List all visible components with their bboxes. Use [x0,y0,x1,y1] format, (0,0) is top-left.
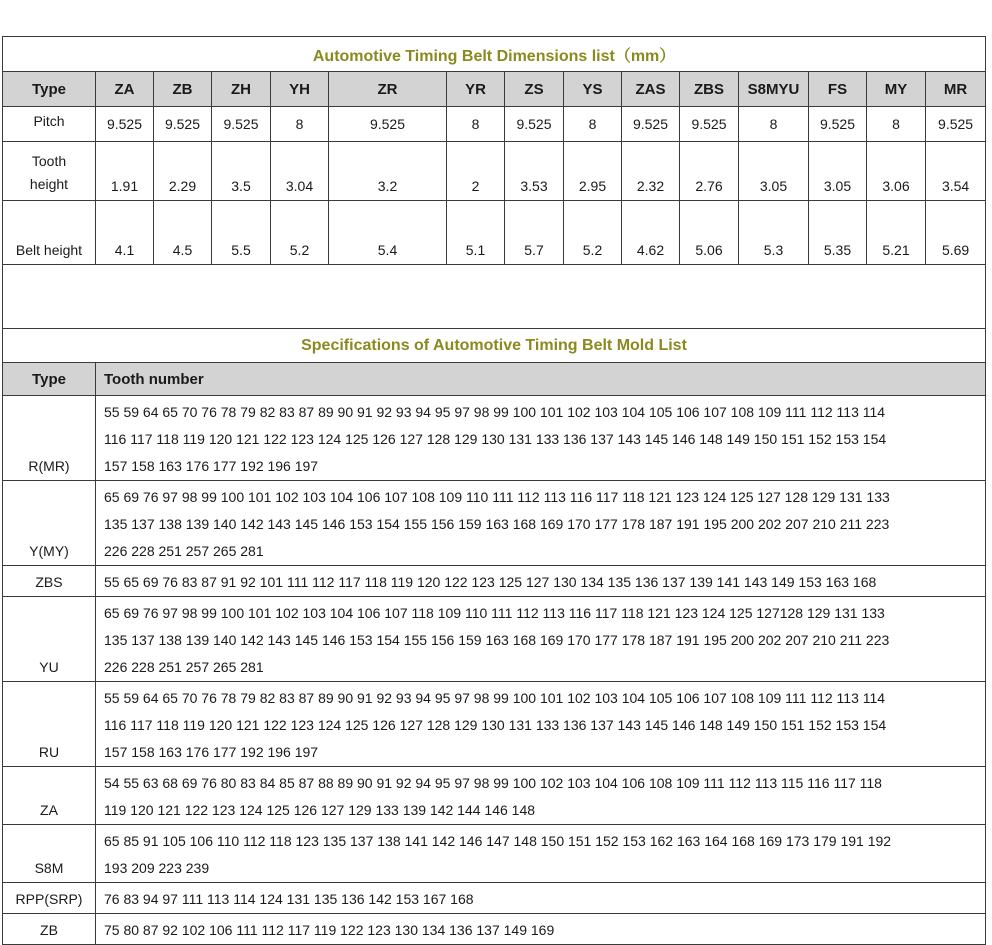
pitch-row [3,107,986,142]
pitch-cell: 8 [447,107,505,142]
mold-row [3,914,986,945]
tooth-height-cell: 2.29 [154,142,212,201]
belt-spec-sheet [2,36,985,945]
tooth-height-cell: 2.32 [622,142,680,201]
belt-height-cell: 4.1 [96,201,154,265]
tooth-number-line: 65 85 91 105 106 110 112 118 123 135 137 138 141 142 146 147 148 150 151 152 153 162 163 164 168 169 173 179 191 192 [104,833,892,849]
type-col-header: ZA [96,72,154,107]
pitch-cell: 9.525 [680,107,739,142]
belt-height-cell: 5.5 [212,201,271,265]
tooth-numbers-cell [96,597,986,682]
mold-type-cell: ZB [3,914,96,945]
tooth-number-line: 157 158 163 176 177 192 196 197 [104,458,319,474]
belt-height-cell: 5.3 [739,201,809,265]
tooth-numbers-cell [96,767,986,825]
tooth-number-line: 116 117 118 119 120 121 122 123 124 125 126 127 128 129 130 131 133 136 137 143 145 146 148 149 150 151 152 153 154 [104,717,887,733]
type-col-header: YR [447,72,505,107]
type-col-header: S8MYU [739,72,809,107]
tooth-height-cell: 1.91 [96,142,154,201]
belt-height-row [3,201,986,265]
tooth-height-cell: 2 [447,142,505,201]
tooth-height-cell: 3.06 [867,142,926,201]
tooth-height-cell: 3.2 [329,142,447,201]
pitch-cell: 8 [271,107,329,142]
row-label-line: height [29,176,69,192]
tooth-height-cell: 3.05 [809,142,867,201]
tooth-height-row [3,142,986,201]
belt-height-cell: 5.06 [680,201,739,265]
mold-header-row [3,363,986,396]
mold-type-cell: ZBS [3,566,96,597]
mold-type-cell: S8M [3,825,96,883]
tooth-number-line: 65 69 76 97 98 99 100 101 102 103 104 106 107 108 109 110 111 112 113 116 117 118 121 123 124 125 127 128 129 131 133 [104,489,890,505]
tooth-height-cell: 3.04 [271,142,329,201]
tooth-height-cell: 3.54 [926,142,986,201]
row-label [3,142,96,201]
belt-height-cell: 4.5 [154,201,212,265]
belt-height-cell: 5.7 [505,201,564,265]
tooth-numbers-cell [96,825,986,883]
mold-row [3,825,986,883]
tooth-number-line: 135 137 138 139 140 142 143 145 146 153 154 155 156 159 163 168 169 170 177 178 187 191 195 200 202 207 210 211 223 [104,516,890,532]
tooth-number-line: 55 59 64 65 70 76 78 79 82 83 87 89 90 91 92 93 94 95 97 98 99 100 101 102 103 104 105 106 107 108 109 111 112 113 114 [104,690,886,706]
pitch-cell: 9.525 [96,107,154,142]
pitch-cell: 9.525 [154,107,212,142]
row-label-line: Tooth [31,153,67,169]
mold-row [3,566,986,597]
tooth-number-line: 135 137 138 139 140 142 143 145 146 153 154 155 156 159 163 168 169 170 177 178 187 191 195 200 202 207 210 211 223 [104,632,890,648]
tooth-number-header: Tooth number [96,363,986,396]
tooth-number-line: 226 228 251 257 265 281 [104,543,264,559]
pitch-cell: 9.525 [926,107,986,142]
tooth-number-line: 65 69 76 97 98 99 100 101 102 103 104 106 107 118 109 110 111 112 113 116 117 118 121 123 124 125 127128 129 131 133 [104,605,885,621]
pitch-cell: 9.525 [505,107,564,142]
mold-row [3,481,986,566]
mold-row [3,597,986,682]
mold-row [3,396,986,481]
mold-type-cell: RPP(SRP) [3,883,96,914]
belt-height-cell: 5.1 [447,201,505,265]
mold-table [2,329,986,945]
tooth-number-line: 54 55 63 68 69 76 80 83 84 85 87 88 89 90 91 92 94 95 97 98 99 100 102 103 104 106 108 109 111 112 113 115 116 117 118 [104,775,882,791]
dimensions-title: Automotive Timing Belt Dimensions list（mm） [3,37,986,72]
row-label: Pitch [3,107,96,142]
tooth-numbers-cell [96,682,986,767]
tooth-number-line: 226 228 251 257 265 281 [104,659,264,675]
tooth-numbers-cell [96,481,986,566]
tooth-numbers-cell [96,396,986,481]
type-header: Type [3,72,96,107]
belt-height-cell: 5.2 [564,201,622,265]
belt-height-cell: 5.21 [867,201,926,265]
mold-type-cell: YU [3,597,96,682]
type-col-header: ZBS [680,72,739,107]
spacer-row [3,265,986,329]
tooth-height-cell: 3.05 [739,142,809,201]
pitch-cell: 8 [739,107,809,142]
tooth-number-line: 116 117 118 119 120 121 122 123 124 125 126 127 128 129 130 131 133 136 137 143 145 146 148 149 150 151 152 153 154 [104,431,887,447]
tooth-height-cell: 2.76 [680,142,739,201]
belt-height-cell: 5.35 [809,201,867,265]
pitch-cell: 8 [564,107,622,142]
mold-type-cell: Y(MY) [3,481,96,566]
tooth-height-cell: 3.5 [212,142,271,201]
mold-type-cell: RU [3,682,96,767]
row-label: Belt height [3,201,96,265]
pitch-cell: 9.525 [622,107,680,142]
pitch-cell: 9.525 [809,107,867,142]
belt-height-cell: 5.4 [329,201,447,265]
tooth-number-line: 119 120 121 122 123 124 125 126 127 129 133 139 142 144 146 148 [104,802,536,818]
pitch-cell: 9.525 [212,107,271,142]
tooth-numbers-cell [96,883,986,914]
type-col-header: ZR [329,72,447,107]
type-col-header: YH [271,72,329,107]
tooth-number-line: 76 83 94 97 111 113 114 124 131 135 136 142 153 167 168 [104,891,474,907]
type-col-header: ZH [212,72,271,107]
tooth-numbers-cell [96,914,986,945]
tooth-height-cell: 2.95 [564,142,622,201]
belt-height-cell: 5.2 [271,201,329,265]
type-header: Type [3,363,96,396]
mold-row [3,767,986,825]
belt-height-cell: 5.69 [926,201,986,265]
type-col-header: ZS [505,72,564,107]
type-col-header: MR [926,72,986,107]
tooth-number-line: 75 80 87 92 102 106 111 112 117 119 122 123 130 134 136 137 149 169 [104,922,555,938]
mold-row [3,682,986,767]
mold-title: Specifications of Automotive Timing Belt Mold List [3,329,986,363]
dimensions-header-row [3,72,986,107]
tooth-height-cell: 3.53 [505,142,564,201]
tooth-number-line: 193 209 223 239 [104,860,210,876]
tooth-number-line: 55 59 64 65 70 76 78 79 82 83 87 89 90 91 92 93 94 95 97 98 99 100 101 102 103 104 105 106 107 108 109 111 112 113 114 [104,404,886,420]
pitch-cell: 9.525 [329,107,447,142]
type-col-header: ZAS [622,72,680,107]
pitch-cell: 8 [867,107,926,142]
type-col-header: FS [809,72,867,107]
belt-height-cell: 4.62 [622,201,680,265]
type-col-header: ZB [154,72,212,107]
type-col-header: MY [867,72,926,107]
tooth-number-line: 157 158 163 176 177 192 196 197 [104,744,319,760]
mold-type-cell: R(MR) [3,396,96,481]
dimensions-table [2,36,986,329]
tooth-number-line: 55 65 69 76 83 87 91 92 101 111 112 117 118 119 120 122 123 125 127 130 134 135 136 137 139 141 143 149 153 163 168 [104,574,877,590]
tooth-numbers-cell [96,566,986,597]
spacer-cell [3,265,986,329]
mold-row [3,883,986,914]
mold-type-cell: ZA [3,767,96,825]
type-col-header: YS [564,72,622,107]
